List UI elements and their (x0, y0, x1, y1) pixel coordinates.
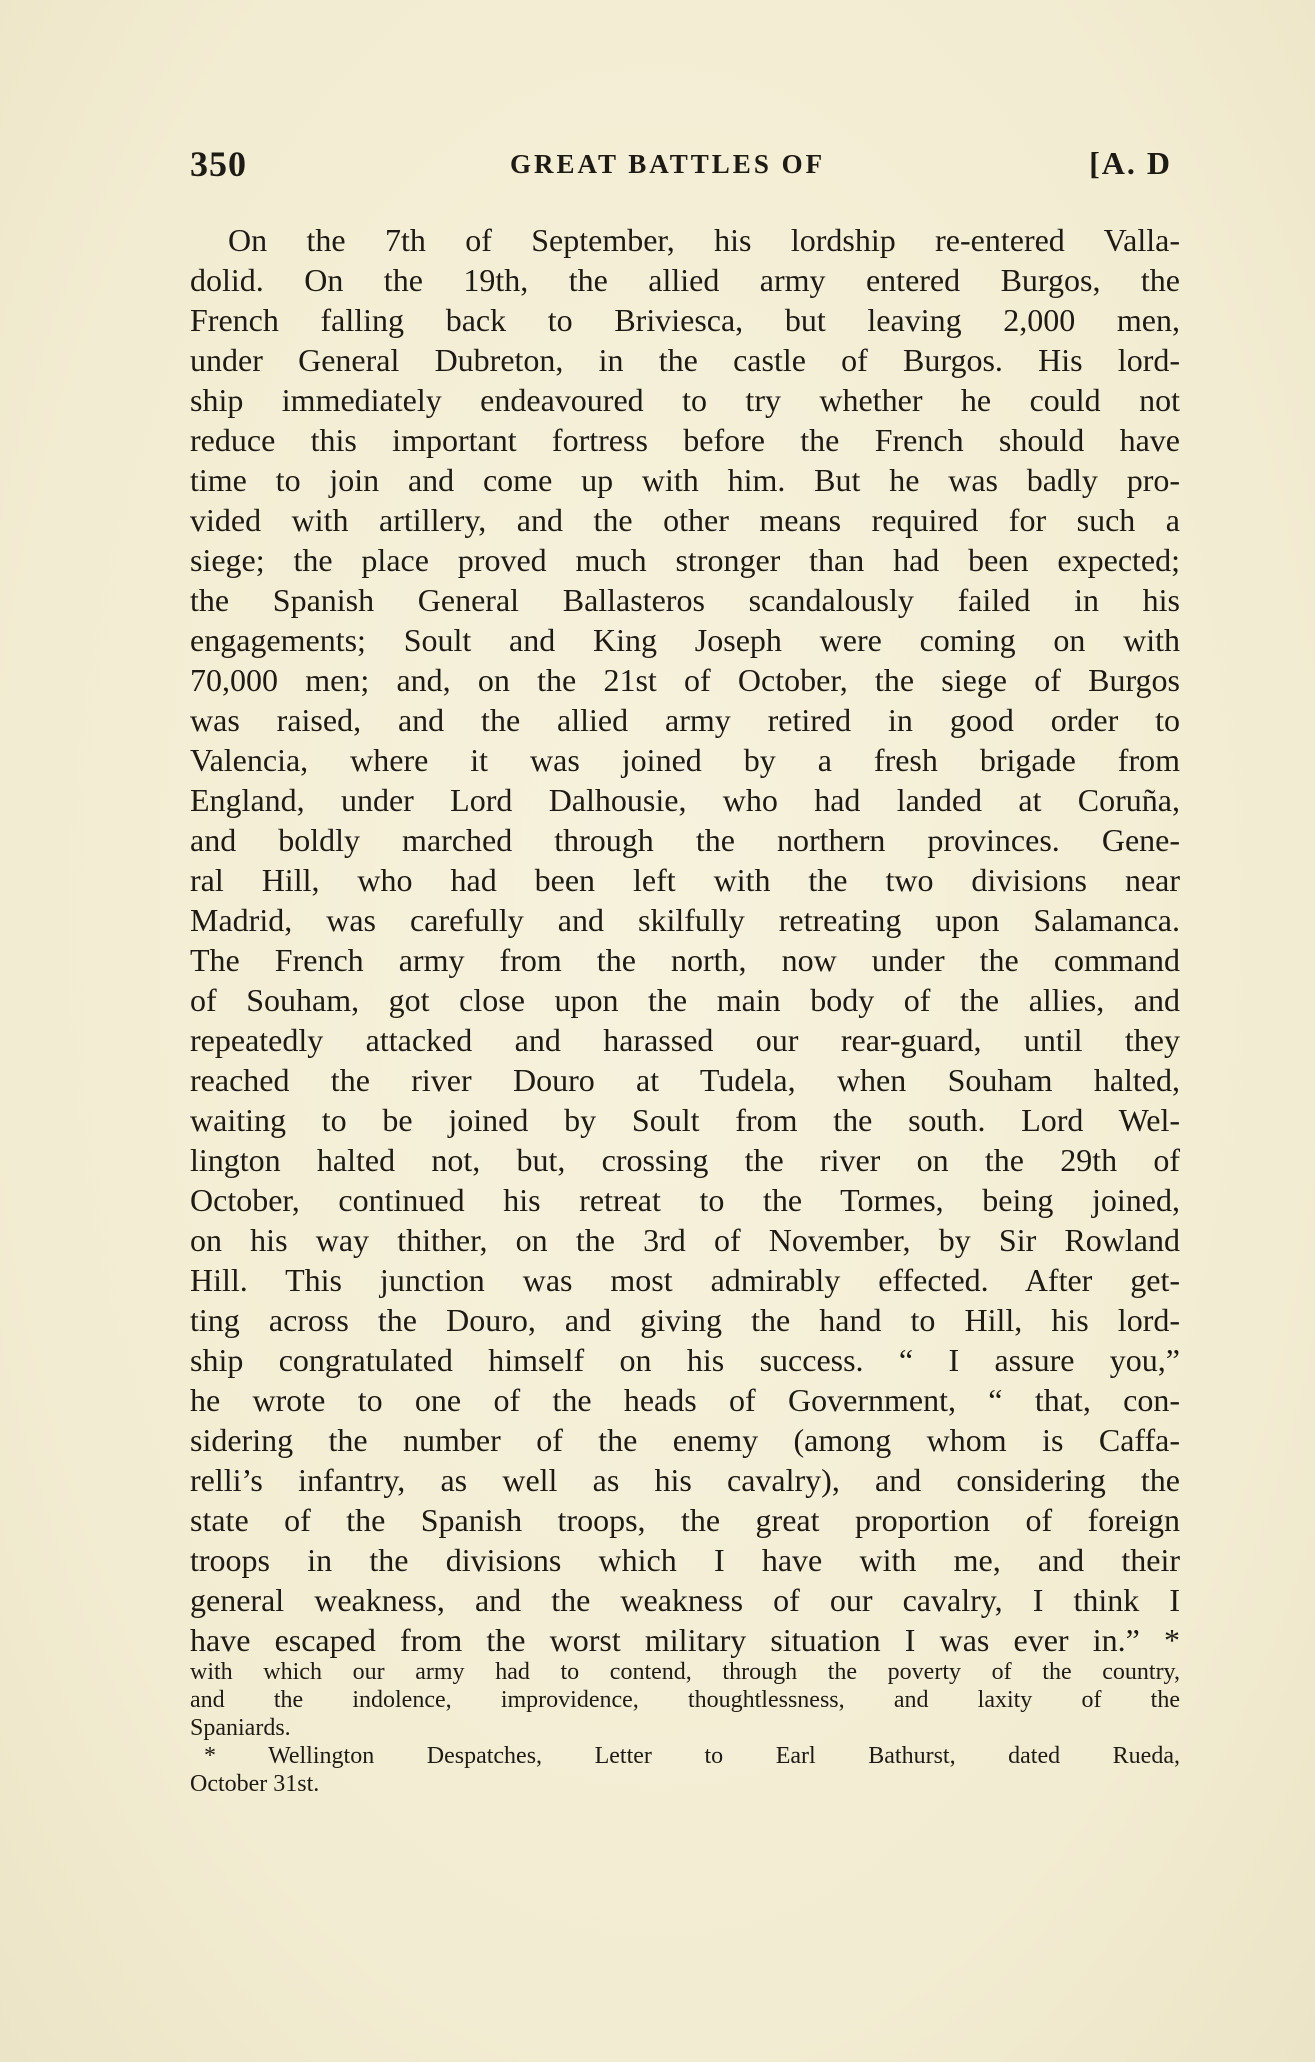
text-line: under General Dubreton, in the castle of Burgos. His lord- (190, 342, 1180, 378)
text-line: French falling back to Briviesca, but leaving 2,000 men, (190, 302, 1180, 338)
text-line: siege; the place proved much stronger than had been expected; (190, 542, 1180, 578)
footnote-line: October 31st. (190, 1771, 320, 1797)
text-line: troops in the divisions which I have with me, and their (190, 1542, 1180, 1578)
text-line: general weakness, and the weakness of our cavalry, I think I (190, 1582, 1180, 1618)
text-line: sidering the number of the enemy (among whom is Caffa- (190, 1422, 1180, 1458)
text-line: On the 7th of September, his lordship re-entered Valla- (228, 222, 1180, 258)
text-line: Valencia, where it was joined by a fresh brigade from (190, 742, 1180, 778)
text-line: lington halted not, but, crossing the river on the 29th of (190, 1142, 1180, 1178)
footnote-line: with which our army had to contend, through the poverty of the country, (190, 1659, 1180, 1685)
text-line: ral Hill, who had been left with the two divisions near (190, 862, 1180, 898)
text-line: ship immediately endeavoured to try whether he could not (190, 382, 1180, 418)
text-line: time to join and come up with him. But he was badly pro- (190, 462, 1180, 498)
header-date-marker: [A. D (1089, 145, 1172, 181)
text-line: Madrid, was carefully and skilfully retreating upon Salamanca. (190, 902, 1180, 938)
text-line: ting across the Douro, and giving the hand to Hill, his lord- (190, 1302, 1180, 1338)
text-line: dolid. On the 19th, the allied army entered Burgos, the (190, 262, 1180, 298)
text-line: The French army from the north, now under the command (190, 942, 1180, 978)
footnotes (190, 1658, 1180, 1798)
text-line: Hill. This junction was most admirably effected. After get- (190, 1262, 1180, 1298)
text-line: engagements; Soult and King Joseph were coming on with (190, 622, 1180, 658)
text-line: he wrote to one of the heads of Government, “ that, con- (190, 1382, 1180, 1418)
text-line: waiting to be joined by Soult from the south. Lord Wel- (190, 1102, 1180, 1138)
text-line: on his way thither, on the 3rd of November, by Sir Rowland (190, 1222, 1180, 1258)
text-line: state of the Spanish troops, the great proportion of foreign (190, 1502, 1180, 1538)
text-line: repeatedly attacked and harassed our rear-guard, until they (190, 1022, 1180, 1058)
page-header (190, 143, 1180, 187)
page-number: 350 (190, 144, 247, 184)
text-line: ship congratulated himself on his success. “ I assure you,” (190, 1342, 1180, 1378)
text-line: relli’s infantry, as well as his cavalry), and considering the (190, 1462, 1180, 1498)
footnote-line: * Wellington Despatches, Letter to Earl Bathurst, dated Rueda, (204, 1743, 1180, 1769)
text-line: reduce this important fortress before the French should have (190, 422, 1180, 458)
text-line: of Souham, got close upon the main body of the allies, and (190, 982, 1180, 1018)
text-line: 70,000 men; and, on the 21st of October, the siege of Burgos (190, 662, 1180, 698)
footnote-line: Spaniards. (190, 1715, 291, 1741)
text-line: vided with artillery, and the other means required for such a (190, 502, 1180, 538)
text-line: have escaped from the worst military situation I was ever in.” * (190, 1622, 1180, 1658)
text-line: and boldly marched through the northern provinces. Gene- (190, 822, 1180, 858)
text-line: October, continued his retreat to the Tormes, being joined, (190, 1182, 1180, 1218)
text-line: reached the river Douro at Tudela, when Souham halted, (190, 1062, 1180, 1098)
text-line: was raised, and the allied army retired in good order to (190, 702, 1180, 738)
footnote-line: and the indolence, improvidence, thoughtlessness, and laxity of the (190, 1687, 1180, 1713)
running-title: GREAT BATTLES OF (510, 149, 826, 179)
main-text (190, 220, 1180, 1660)
text-line: the Spanish General Ballasteros scandalously failed in his (190, 582, 1180, 618)
text-line: England, under Lord Dalhousie, who had landed at Coruña, (190, 782, 1180, 818)
